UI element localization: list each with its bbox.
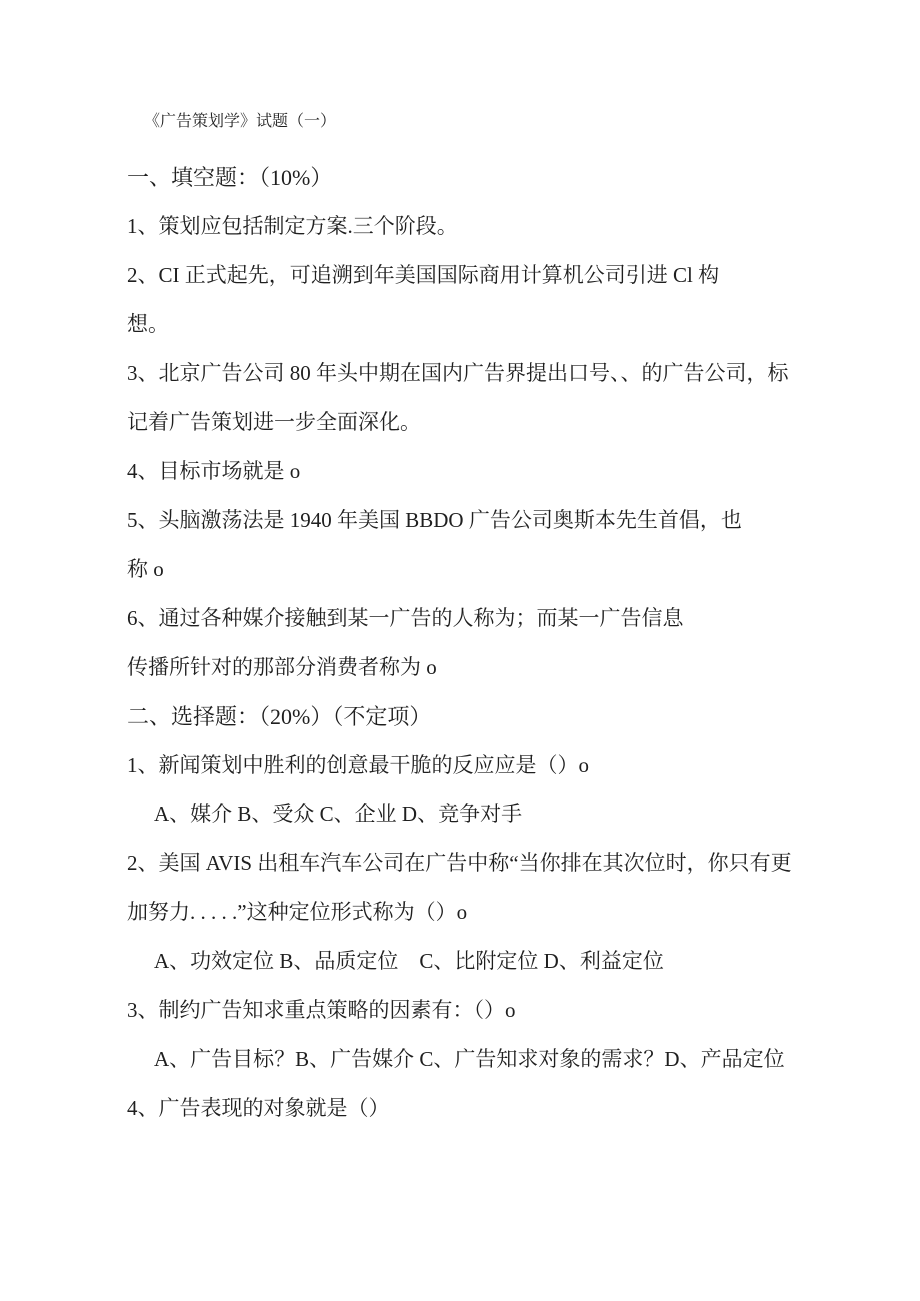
text-line: 1、新闻策划中胜利的创意最干脆的反应应是（）o [127,753,589,777]
text-line: 6、通过各种媒介接触到某一广告的人称为；而某一广告信息 [127,606,684,630]
text-line: 记着广告策划进一步全面深化。 [127,410,421,434]
option-line: A、广告目标？B、广告媒介 C、广告知求对象的需求？D、产品定位 [154,1047,785,1071]
document-content [127,97,840,1133]
text-line: 4、目标市场就是 o [127,459,301,483]
text-line: 3、制约广告知求重点策略的因素有：（）o [127,998,516,1022]
text-line: 称 o [127,557,164,581]
text-line: 加努力. . . . .”这种定位形式称为（）o [127,900,468,924]
text-line: 2、CI 正式起先，可追溯到年美国国际商用计算机公司引进 Cl 构 [127,263,720,287]
text-line: 传播所针对的那部分消费者称为 o [127,655,437,679]
text-line: 3、北京广告公司 80 年头中期在国内广告界提出口号、、的广告公司，标 [127,361,789,385]
text-line: 5、头脑激荡法是 1940 年美国 BBDO 广告公司奥斯本先生首倡，也 [127,508,742,532]
text-line: 4、广告表现的对象就是（） [127,1096,390,1120]
section-heading: 一、填空题：（10%） [127,165,333,190]
option-line: A、媒介 B、受众 C、企业 D、竞争对手 [154,802,523,826]
title-spacer [127,146,840,153]
text-line: 想。 [127,312,169,336]
option-line: A、功效定位 B、品质定位 C、比附定位 D、利益定位 [154,949,664,973]
text-line: 2、美国 AVIS 出租车汽车公司在广告中称“当你排在其次位时，你只有更 [127,851,792,875]
section-heading: 二、选择题：（20%）（不定项） [127,704,432,729]
document-title: 《广告策划学》试题（一） [144,113,337,130]
text-line: 1、策划应包括制定方案.三个阶段。 [127,214,458,238]
document-lines [127,153,840,1133]
